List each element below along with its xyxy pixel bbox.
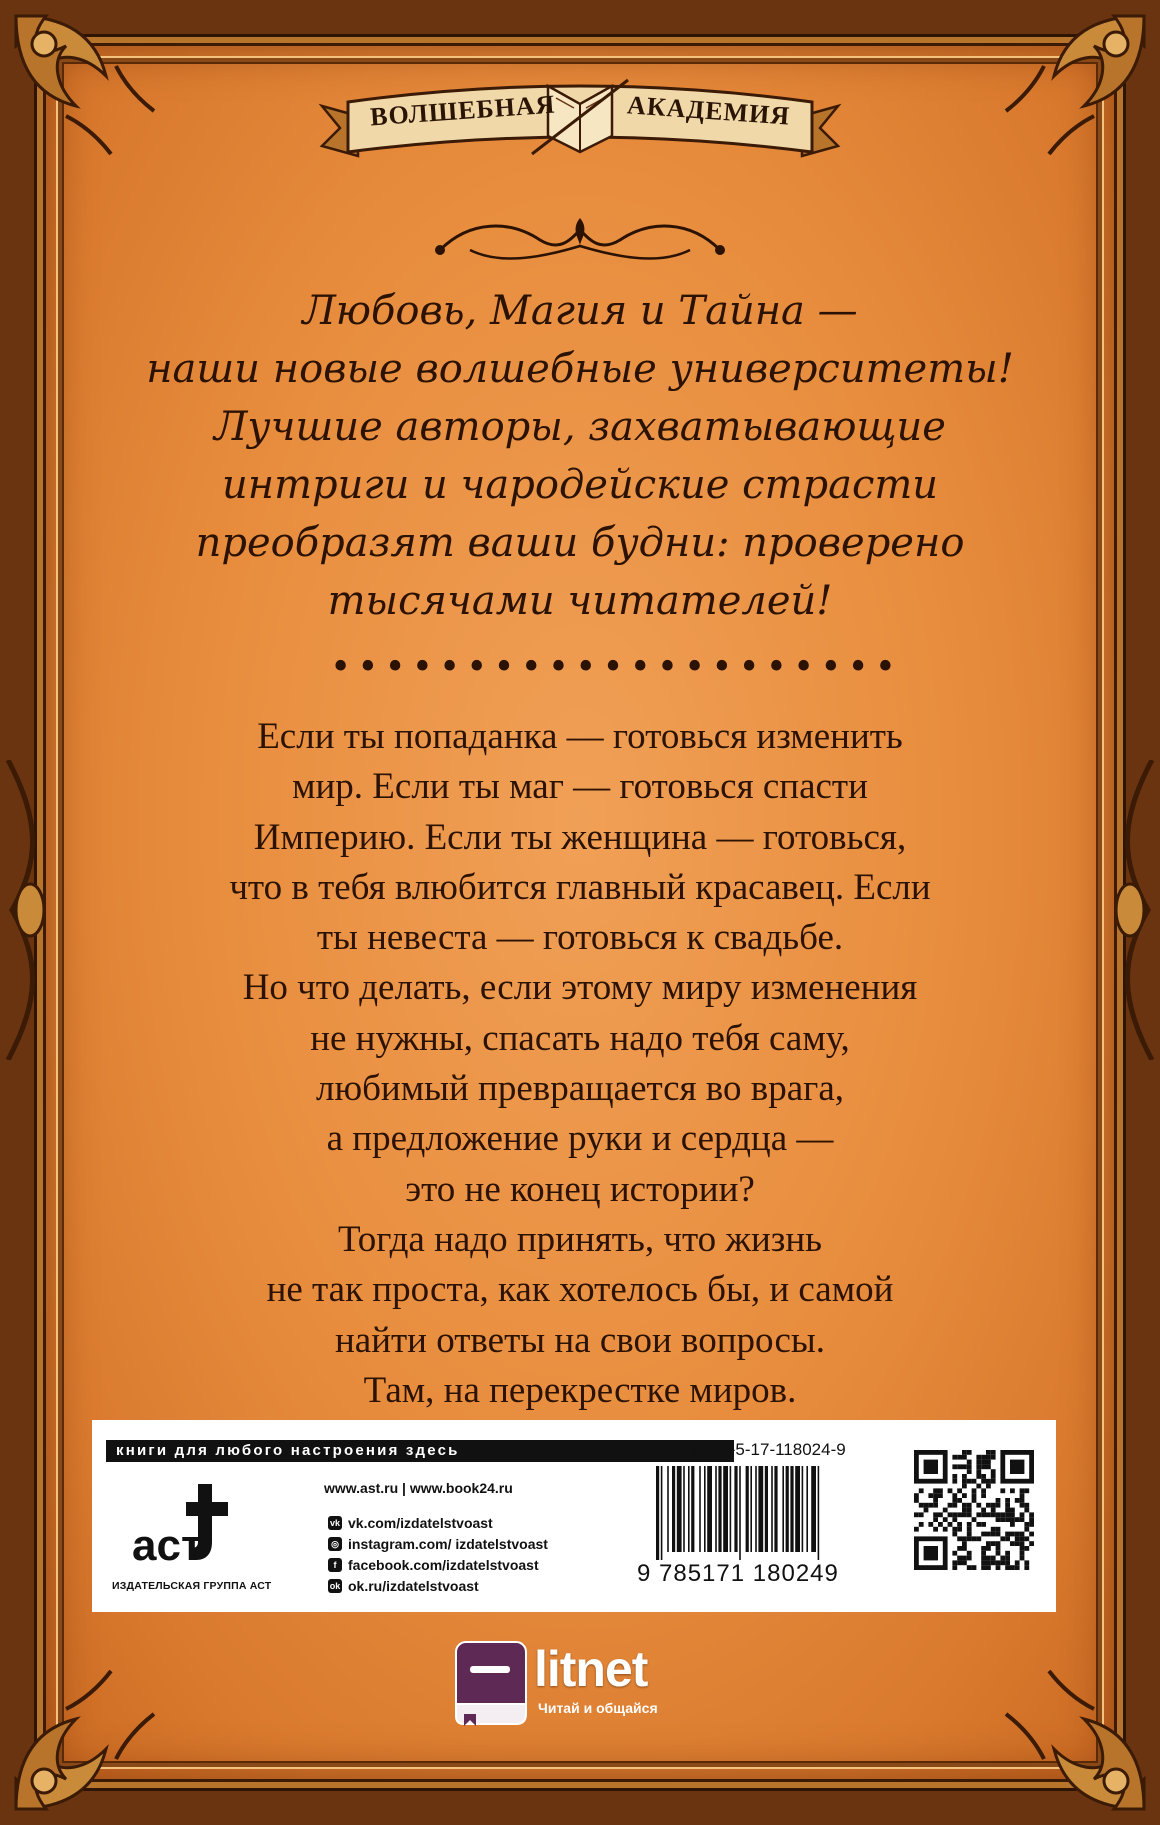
publisher-strip: книги для любого настроения здесь	[106, 1440, 734, 1462]
isbn-label: ISBN 978-5-17-118024-9	[657, 1440, 846, 1459]
blurb-line: не так проста, как хотелось бы, и самой	[266, 1269, 894, 1311]
corner-ornament-icon	[1004, 6, 1154, 156]
social-links	[328, 1512, 548, 1596]
ok-icon: ok	[329, 1580, 341, 1591]
social-link-ok[interactable]	[328, 1575, 548, 1596]
logo-text: аст	[132, 1521, 203, 1570]
tagline-line: интриги и чародейские страсти	[221, 462, 939, 508]
corner-ornament-icon	[1004, 1669, 1154, 1819]
blurb-line: Но что делать, если этому миру изменения	[242, 967, 918, 1009]
blurb-line: не нужны, спасать надо тебя саму,	[310, 1017, 850, 1059]
series-title-right: АКАДЕМИЯ	[626, 90, 791, 131]
blurb-line: ты невеста — готовься к свадьбе.	[316, 917, 844, 959]
blurb-line: Тогда надо принять, что жизнь	[337, 1218, 823, 1260]
instagram-icon: ◎	[328, 1537, 342, 1551]
tagline-line: Лучшие авторы, захватывающие	[214, 404, 946, 450]
barcode-digits: 9 785171 180249	[637, 1560, 839, 1587]
barcode-icon	[654, 1466, 886, 1560]
dotted-divider: •••••••••••••••••••••	[330, 647, 902, 688]
tagline-line: преобразят ваши будни: проверено	[195, 520, 965, 566]
blurb-line: а предложение руки и сердца —	[326, 1118, 834, 1160]
litnet-wordmark: litnet	[534, 1641, 648, 1697]
publisher-sites[interactable]: www.ast.ru | www.book24.ru	[324, 1480, 513, 1496]
book-blurb	[150, 712, 1010, 1416]
social-link-text: facebook.com/izdatelstvoast	[348, 1556, 539, 1573]
qr-code-icon[interactable]	[914, 1450, 1034, 1570]
tagline-line: Любовь, Магия и Тайна —	[302, 288, 858, 334]
blurb-line: Если ты попаданка — готовься изменить	[257, 716, 903, 757]
side-ornament-icon	[1100, 760, 1160, 1060]
publisher-panel	[92, 1420, 1056, 1612]
social-link-text: vk.com/izdatelstvoast	[348, 1514, 493, 1531]
blurb-line: мир. Если ты маг — готовься спасти	[292, 766, 868, 808]
social-link-instagram[interactable]	[328, 1533, 548, 1554]
social-link-facebook[interactable]	[328, 1554, 548, 1575]
social-link-text: ok.ru/izdatelstvoast	[348, 1577, 479, 1594]
tagline-line: наши новые волшебные университеты!	[146, 346, 1014, 392]
side-ornament-icon	[0, 760, 60, 1060]
series-banner	[318, 76, 842, 166]
logo-caption: ИЗДАТЕЛЬСКАЯ ГРУППА АСТ	[112, 1580, 272, 1592]
series-title-left: ВОЛШЕБНАЯ	[369, 89, 557, 132]
blurb-line: Империю. Если ты женщина — готовься,	[253, 816, 907, 858]
blurb-line: Там, на перекрестке миров.	[363, 1369, 797, 1411]
social-link-vk[interactable]	[328, 1512, 548, 1533]
litnet-slogan: Читай и общайся	[538, 1700, 658, 1716]
book-icon	[454, 1640, 530, 1726]
flourish-icon	[430, 210, 730, 270]
blurb-line: что в тебя влюбится главный красавец. Если	[229, 866, 931, 908]
corner-ornament-icon	[6, 6, 156, 156]
blurb-line: любимый превращается во врага,	[315, 1068, 845, 1110]
ast-logo-icon	[128, 1480, 238, 1580]
corner-ornament-icon	[6, 1669, 156, 1819]
facebook-icon: f	[328, 1558, 342, 1572]
tagline	[140, 282, 1020, 630]
social-link-text: instagram.com/ izdatelstvoast	[348, 1535, 548, 1552]
vk-icon: vk	[329, 1517, 340, 1528]
blurb-line: это не конец истории?	[405, 1168, 755, 1210]
litnet-logo	[454, 1640, 714, 1726]
tagline-line: тысячами читателей!	[327, 578, 833, 624]
blurb-line: найти ответы на свои вопросы.	[334, 1319, 825, 1361]
